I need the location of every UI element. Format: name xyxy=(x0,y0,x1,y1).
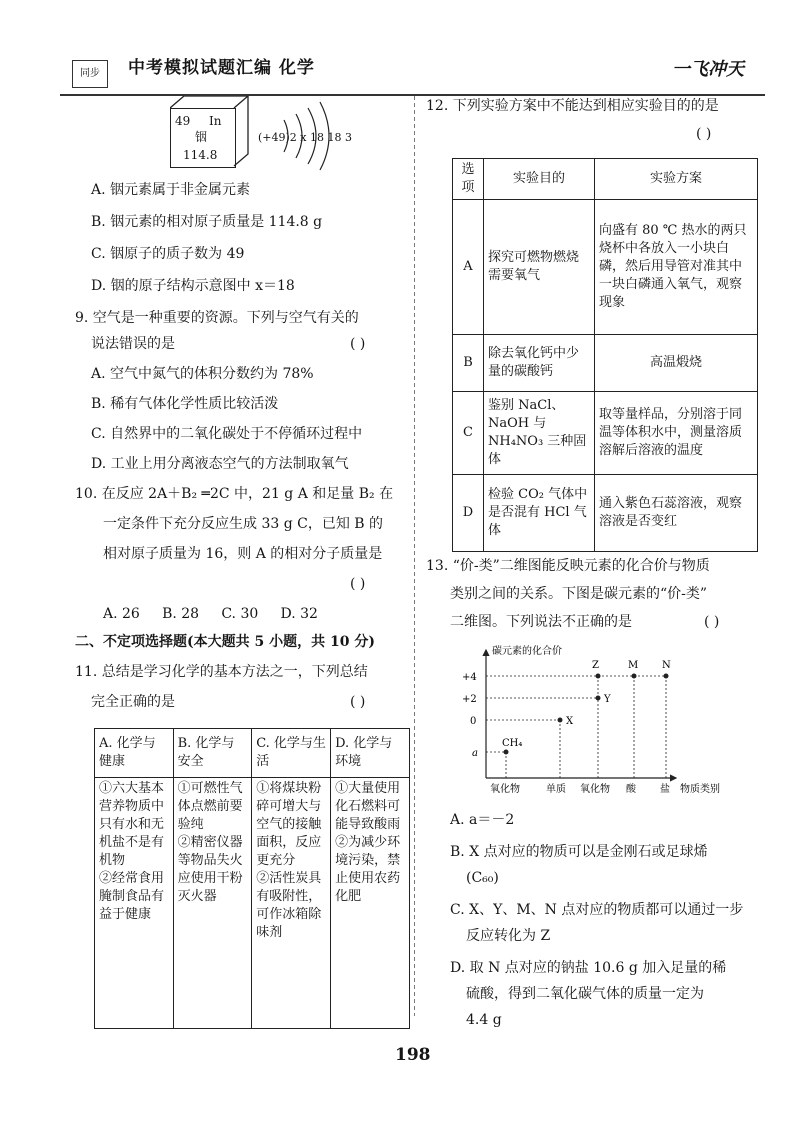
label-y: Y xyxy=(604,694,611,705)
atomic-number: 49 xyxy=(175,114,191,128)
q13-option-b-2: (C₆₀) xyxy=(466,870,499,886)
label-ch4: CH₄ xyxy=(502,738,523,749)
q9-option-c: C. 自然界中的二氧化碳处于不停循环过程中 xyxy=(91,426,363,442)
point-ch4 xyxy=(504,750,509,755)
q10-options: A. 26 B. 28 C. 30 D. 32 xyxy=(103,606,318,622)
label-x: X xyxy=(566,716,574,727)
q10-stem-3: 相对原子质量为 16，则 A 的相对分子质量是 xyxy=(103,546,383,562)
label-z: Z xyxy=(592,660,599,671)
q12-row-d-option: D xyxy=(453,475,484,552)
q13-option-b: B. X 点对应的物质可以是金刚石或足球烯 xyxy=(450,844,708,860)
y-tick-zero: 0 xyxy=(470,716,477,727)
q13-option-d-3: 4.4 g xyxy=(466,1012,502,1028)
q12-table xyxy=(452,158,758,552)
q12-row-d-plan: 通入紫色石蕊溶液，观察溶液是否变红 xyxy=(595,475,758,552)
point-n xyxy=(664,674,669,679)
q11-cell-c: ①将煤块粉碎可增大与空气的接触面积，反应更充分 ②活性炭具有吸附性，可作冰箱除味剂 xyxy=(252,778,331,1029)
q13-stem-2: 类别之间的关系。下图是碳元素的“价-类” xyxy=(450,586,708,602)
q9-option-b: B. 稀有气体化学性质比较活泼 xyxy=(91,396,279,412)
q9-paren: ( ) xyxy=(350,336,366,352)
x-category-salt: 盐 xyxy=(660,784,670,795)
x-category-element: 单质 xyxy=(546,784,566,795)
point-z xyxy=(596,674,601,679)
point-y xyxy=(596,696,601,701)
q13-paren: ( ) xyxy=(704,614,720,630)
q12-row-c-goal: 鉴别 NaCl、NaOH 与 NH₄NO₃ 三种固体 xyxy=(484,392,595,475)
label-m: M xyxy=(628,660,639,671)
q8-option-a: A. 铟元素属于非金属元素 xyxy=(91,182,251,198)
q13-option-c-2: 反应转化为 Z xyxy=(466,928,551,944)
element-symbol: In xyxy=(209,114,222,128)
q11-paren: ( ) xyxy=(350,694,366,710)
q12-row-b-plan: 高温煅烧 xyxy=(595,335,758,392)
q11-header-a: A. 化学与健康 xyxy=(95,729,174,778)
header-title: 中考模拟试题汇编 化学 xyxy=(128,58,315,78)
q12-row-b-option: B xyxy=(453,335,484,392)
q12-row-a-plan: 向盛有 80 ℃ 热水的两只烧杯中各放入一小块白磷，然后用导管对准其中一块白磷通入氧气，观察现象 xyxy=(595,200,758,335)
label-n: N xyxy=(662,660,671,671)
column-divider xyxy=(414,96,415,1016)
guide-lines xyxy=(486,676,666,778)
q12-stem: 12. 下列实验方案中不能达到相应实验目的的是 xyxy=(426,98,719,114)
q8-option-d: D. 铟的原子结构示意图中 x＝18 xyxy=(91,278,295,294)
page-number: 198 xyxy=(395,1045,431,1065)
point-m xyxy=(632,674,637,679)
atomic-mass: 114.8 xyxy=(183,148,218,162)
q12-row-a-option: A xyxy=(453,200,484,335)
q11-table xyxy=(94,728,410,1029)
q12-header-plan: 实验方案 xyxy=(595,159,758,200)
q12-row-a-goal: 探究可燃物燃烧需要氧气 xyxy=(484,200,595,335)
q12-row-d-goal: 检验 CO₂ 气体中是否混有 HCl 气体 xyxy=(484,475,595,552)
q12-row-c-plan: 取等量样品，分别溶于同温等体积水中，测量溶质溶解后溶液的温度 xyxy=(595,392,758,475)
box-3d-edges xyxy=(170,96,260,168)
valence-class-chart xyxy=(440,640,740,800)
element-name: 铟 xyxy=(195,130,208,144)
q12-header-goal: 实验目的 xyxy=(484,159,595,200)
q10-stem: 10. 在反应 2A＋B₂ ═2C 中，21 g A 和足量 B₂ 在 xyxy=(75,486,394,502)
logo: 同步 xyxy=(72,60,108,88)
q11-header-d: D. 化学与环境 xyxy=(331,729,410,778)
section-2-title: 二、不定项选择题(本大题共 5 小题，共 10 分) xyxy=(75,634,375,650)
q11-cell-b: ①可燃性气体点燃前要验纯 ②精密仪器等物品失火应使用干粉灭火器 xyxy=(173,778,252,1029)
q13-option-c: C. X、Y、M、N 点对应的物质都可以通过一步 xyxy=(450,902,744,918)
q8-option-c: C. 铟原子的质子数为 49 xyxy=(91,246,245,262)
x-category-oxide-1: 氧化物 xyxy=(490,784,520,795)
y-axis-label: 碳元素的化合价 xyxy=(492,646,562,657)
q13-option-a: A. a＝－2 xyxy=(450,812,515,828)
x-category-acid: 酸 xyxy=(626,784,636,795)
q12-header-option: 选项 xyxy=(453,159,484,200)
q13-stem: 13. “价-类”二维图能反映元素的化合价与物质 xyxy=(426,558,710,574)
q13-option-d-2: 硫酸，得到二氧化碳气体的质量一定为 xyxy=(466,986,704,1002)
q12-row-b-goal: 除去氧化钙中少量的碳酸钙 xyxy=(484,335,595,392)
q9-stem: 9. 空气是一种重要的资源。下列与空气有关的 xyxy=(75,310,359,326)
q12-paren: ( ) xyxy=(696,126,712,142)
x-category-oxide-2: 氧化物 xyxy=(580,784,610,795)
q9-option-d: D. 工业上用分离液态空气的方法制取氧气 xyxy=(91,456,349,472)
x-axis-label: 物质类别 xyxy=(680,784,720,795)
q11-cell-d: ①大量使用化石燃料可能导致酸雨 ②为减少环境污染，禁止使用农药化肥 xyxy=(331,778,410,1029)
q11-header-b: B. 化学与安全 xyxy=(173,729,252,778)
y-tick-plus2: +2 xyxy=(462,694,477,705)
electron-shells-icon xyxy=(258,96,338,176)
q11-stem: 11. 总结是学习化学的基本方法之一，下列总结 xyxy=(75,664,368,680)
q11-stem-2: 完全正确的是 xyxy=(91,694,175,710)
q10-stem-2: 一定条件下充分反应生成 33 g C，已知 B 的 xyxy=(103,516,384,532)
q12-row-c-option: C xyxy=(453,392,484,475)
q9-stem-2: 说法错误的是 xyxy=(91,336,175,352)
q13-option-d: D. 取 N 点对应的钠盐 10.6 g 加入足量的稀 xyxy=(450,960,727,976)
q13-stem-3: 二维图。下列说法不正确的是 xyxy=(450,614,632,630)
q8-option-b: B. 铟元素的相对原子质量是 114.8 g xyxy=(91,214,323,230)
q9-option-a: A. 空气中氮气的体积分数约为 78% xyxy=(91,366,314,382)
atom-structure: (+49)2 x 18 18 3 xyxy=(258,131,352,144)
q11-header-c: C. 化学与生活 xyxy=(252,729,331,778)
q11-cell-a: ①六大基本营养物质中只有水和无机盐不是有机物 ②经常食用腌制食品有益于健康 xyxy=(95,778,174,1029)
y-tick-a: a xyxy=(472,748,478,759)
q10-paren: ( ) xyxy=(350,576,366,592)
point-x xyxy=(558,718,563,723)
y-tick-plus4: +4 xyxy=(462,672,477,683)
header-brand: 一飞冲天 xyxy=(672,59,744,80)
